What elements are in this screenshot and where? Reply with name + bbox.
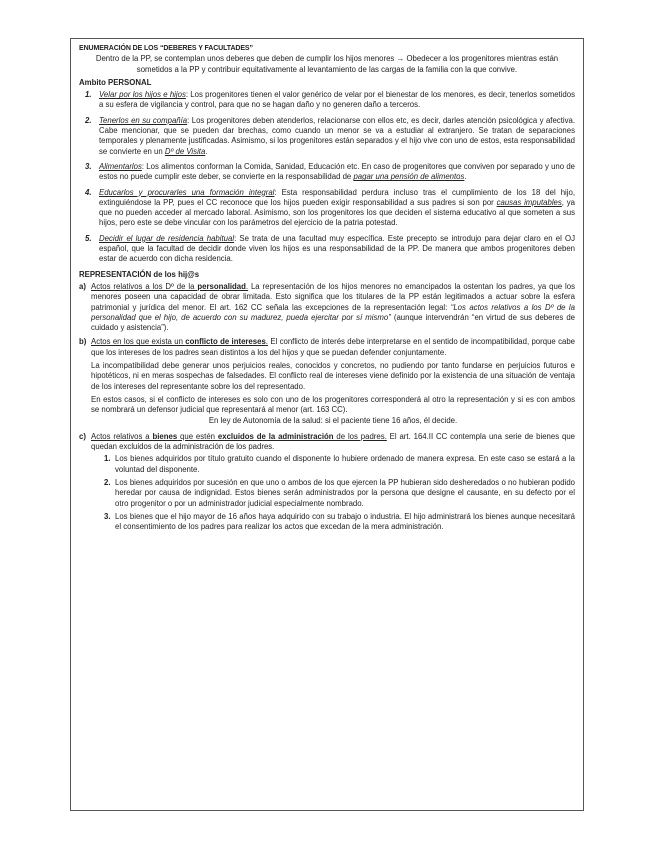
item-text-end: .	[205, 146, 208, 156]
item-term: Velar por los hijos e hijos	[99, 90, 186, 100]
item-text: El conflicto de interés debe interpretarse en el sentido de incompatibilidad, porque cabe que los intereses de los padres sean distintos a los del hijos y que se puedan defender conjuntamente.	[91, 337, 576, 357]
item-term-secondary: Dº de Visita	[164, 146, 206, 156]
item-text: : Los progenitores tienen el valor genérico de velar por el bienestar de los menores, es decir, tenerlos sometidos a su esfera de vigilancia y control, para que no se hagan daño y no generen daño a terceros.	[99, 90, 575, 110]
item-text: Los bienes que el hijo mayor de 16 años haya adquirido con su trabajo o industria. El hijo administrará los bienes aunque necesitará el consentimiento de los padres para realizar los actos que excedan de la mera administración.	[115, 511, 575, 532]
list-item	[85, 187, 575, 229]
item-keyword: conflicto de intereses	[185, 337, 266, 347]
item-number: 3.	[85, 161, 92, 171]
item-label: b)	[79, 337, 87, 347]
item-text: Los bienes adquiridos por sucesión en que uno o ambos de los que ejercen la PP hubieran sido desheredados o no hubieran podido heredar por causa de indignidad. Estos bienes serán administrados por la persona que designe el causante, en su defecto por el otro progenitor o por un administrador judicial especialmente nombrado.	[115, 477, 575, 508]
item-paragraph: En estos casos, si el conflicto de intereses es solo con uno de los progenitores corresponderá al otro la representación y si es con ambos se nombrará un defensor judicial que representará al menor (art. 163 CC).	[91, 394, 575, 415]
item-label: a)	[79, 281, 86, 291]
item-lead: Actos en los que exista un	[91, 337, 186, 347]
item-text: El art. 164.II CC contempla una serie de bienes que quedan excluidos de la administración de los padres.	[91, 431, 575, 452]
item-lead-end: .	[265, 337, 268, 347]
list-item	[104, 511, 575, 533]
item-text-end: (aunque intervendrán “en virtud de sus deberes de cuidado y asistencia”).	[91, 312, 575, 333]
item-text-end: , ya que no pueden acceder al mercado laboral. Asimismo, son los progenitores los que deciden el sistema educativo al que someten a sus hijos, pero este se debe vincular con los parámetros del ejercicio de la patria potestad.	[99, 197, 575, 228]
item-note: En ley de Autonomía de la salud: si el paciente tiene 16 años, él decide.	[208, 415, 458, 425]
item-number: 2.	[85, 115, 92, 125]
item-term-secondary: pagar una pensión de alimentos	[353, 172, 465, 182]
item-number: 1.	[85, 90, 92, 100]
rep-item-a	[79, 282, 575, 333]
item-text: : Esta responsabilidad perdura incluso tras el cumplimiento de los 18 del hijo, extinguiéndose la PP, pues el CC reconoce que los hijos pueden exigir responsabilidad a sus padres si son por	[99, 187, 575, 207]
item-quote: “Los actos relativos a los Dº de la personalidad que el hijo, de acuerdo con su madurez, pueda ejercitar por sí mismo”	[91, 302, 576, 322]
item-lead-end: de los padres.	[333, 431, 387, 441]
list-item	[104, 477, 575, 509]
item-number: 4.	[85, 187, 92, 197]
item-term: Educarlos y procurarles una formación integral	[99, 187, 275, 197]
item-lead: Actos relativos a los Dº de la	[91, 281, 198, 291]
document-title: ENUMERACIÓN DE LOS “DEBERES Y FACULTADES”	[79, 45, 253, 52]
section-heading-ambito: Ambito PERSONAL	[79, 77, 152, 87]
rep-item-b	[79, 337, 575, 425]
excluded-goods-list	[91, 454, 575, 532]
list-item	[104, 454, 575, 475]
item-text: La representación de los hijos menores no emancipados la ostentan los padres, ya que los menores poseen una capacidad de obrar limitada. Esto significa que los titulares de la PP están legitimados a actuar sobre la esfera patrimonial y jurídica del menor. El art. 162 CC señala las excepciones de la representación legal:	[91, 281, 576, 312]
ambito-list	[79, 90, 575, 264]
item-number: 3.	[104, 511, 111, 521]
item-text: : Los progenitores deben atenderlos, relacionarse con ellos etc, es decir, darles atención psicológica y afectiva. Cabe mencionar, que se pueden dar brechas, como cuando un menor se va a estudiar al extranjero. Se tratan de separaciones temporales y plenamente justificadas. Asimismo, si los progenitores están separados y el hijo vive con uno de estos, esta responsabilidad se convierte en un	[99, 115, 575, 156]
document-page	[70, 38, 584, 811]
item-text: : Los alimentos conforman la Comida, Sanidad, Educación etc. En caso de progenitores que conviven por separado y uno de estos no puede cumplir este deber, se convierte en la responsabilidad de	[99, 161, 575, 182]
item-text: : Se trata de una facultad muy específica. Este precepto se introdujo para dejar claro en el OJ español, que la facultad de decidir donde viven los hijos es una responsabilidad de la PP. De manera que ambos progenitores deben estar de acuerdo con dicha residencia.	[99, 233, 575, 264]
item-lead-end: .	[245, 281, 249, 291]
item-text: Los bienes adquiridos por título gratuito cuando el disponente lo hubiere ordenado de manera expresa. En este caso se estará a la voluntad del disponente.	[115, 454, 575, 474]
section-heading-representacion: REPRESENTACIÓN de los hij@s	[79, 269, 200, 279]
list-item	[85, 115, 575, 157]
item-term-secondary: causas imputables	[496, 197, 562, 207]
item-label: c)	[79, 431, 86, 441]
item-text-end: .	[464, 172, 467, 182]
representacion-section	[79, 282, 575, 533]
list-item	[85, 90, 575, 111]
item-keyword: bienes	[152, 431, 178, 441]
item-paragraph: La incompatibilidad debe generar unos perjuicios reales, conocidos y concretos, no pudiendo por tanto fundarse en perjuicios futuros e hipotéticos, ni en meras sospechas de falsedades. El conflicto real de intereses viene definido por la existencia de una situación de ventaja de los intereses del representante sobre los del representado.	[91, 361, 575, 391]
item-number: 1.	[104, 454, 111, 464]
list-item	[85, 233, 575, 265]
intro-paragraph: Dentro de la PP, se contemplan unos deberes que deben de cumplir los hijos menores → Obedecer a los progenitores mientras están sometidos a la PP y contribuir equitativamente al levantamiento de las cargas de la familia con la que convive.	[95, 54, 559, 74]
item-number: 5.	[85, 233, 92, 243]
item-term: Alimentarlos	[99, 161, 142, 171]
list-item	[85, 161, 575, 183]
item-lead-mid: que estén	[177, 431, 218, 441]
item-keyword: personalidad	[197, 281, 246, 291]
item-keyword: excluidos de la administración	[217, 431, 334, 441]
item-lead: Actos relativos a	[91, 431, 153, 441]
item-term: Tenerlos en su compañía	[99, 115, 188, 125]
item-number: 2.	[104, 477, 111, 487]
rep-item-c	[79, 432, 575, 533]
item-term: Decidir el lugar de residencia habitual	[99, 233, 235, 243]
